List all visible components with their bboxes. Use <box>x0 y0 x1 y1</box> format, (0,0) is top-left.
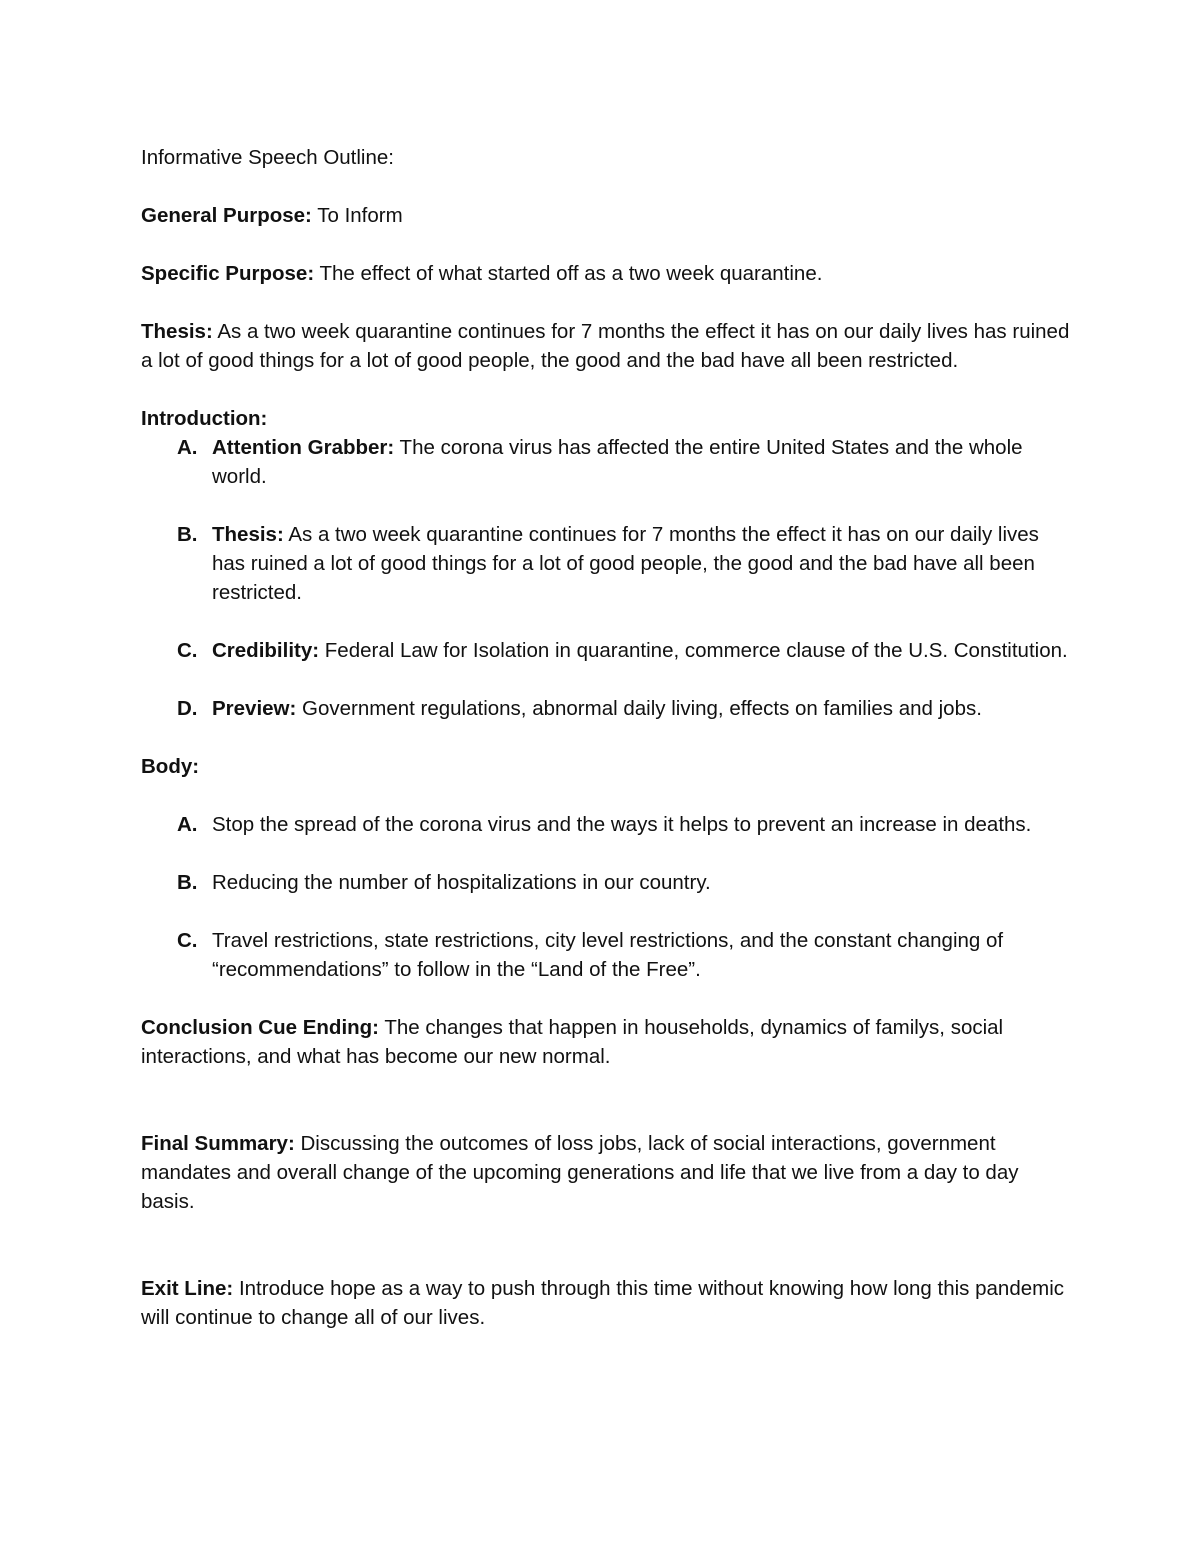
body-item-text: Travel restrictions, state restrictions, city level restrictions, and the constant changing of “recommendations” to follow in the “Land of the Free”. <box>212 929 1004 981</box>
list-letter: D. <box>177 697 198 720</box>
introduction-item-text: Federal Law for Isolation in quarantine, commerce clause of the U.S. Constitution. <box>319 639 1068 662</box>
title-text: Informative Speech Outline: <box>141 146 394 169</box>
introduction-item-text: The corona virus has affected the entire United States and the whole world. <box>212 436 1023 488</box>
body-item-text: Stop the spread of the corona virus and the ways it helps to prevent an increase in deaths. <box>212 813 1032 836</box>
final-summary <box>141 1129 1071 1216</box>
final-summary-text: Discussing the outcomes of loss jobs, lack of social interactions, government mandates and overall change of the upcoming generations and life that we live from a day to day basis. <box>141 1132 1019 1213</box>
body-list <box>141 810 1071 984</box>
introduction-item-label: Attention Grabber: <box>212 436 395 459</box>
introduction-item-label: Credibility: <box>212 639 320 662</box>
body-item-c <box>141 926 1071 984</box>
final-summary-label: Final Summary: <box>141 1132 295 1155</box>
conclusion-cue-text: The changes that happen in households, dynamics of familys, social interactions, and what has become our new normal. <box>141 1016 1004 1068</box>
introduction-item-label: Thesis: <box>212 523 284 546</box>
list-letter: C. <box>177 639 198 662</box>
specific-purpose-text: The effect of what started off as a two week quarantine. <box>314 262 823 285</box>
body-item-b <box>141 868 1071 897</box>
document-content <box>141 143 1071 1361</box>
exit-line-text: Introduce hope as a way to push through this time without knowing how long this pandemic will continue to change all of our lives. <box>141 1277 1065 1329</box>
conclusion-cue <box>141 1013 1071 1071</box>
introduction-item-b <box>141 520 1071 607</box>
list-letter: A. <box>177 813 198 836</box>
specific-purpose <box>141 259 1071 288</box>
thesis <box>141 317 1071 375</box>
introduction-heading-text: Introduction: <box>141 407 268 430</box>
body-heading <box>141 752 1071 781</box>
introduction-item-text: Government regulations, abnormal daily living, effects on families and jobs. <box>296 697 982 720</box>
introduction-heading <box>141 404 1071 433</box>
introduction-list <box>141 433 1071 723</box>
general-purpose <box>141 201 1071 230</box>
exit-line-label: Exit Line: <box>141 1277 234 1300</box>
introduction-item-text: As a two week quarantine continues for 7 months the effect it has on our daily lives has ruined a lot of good things for a lot of good people, the good and the bad have all been restricted. <box>212 523 1039 604</box>
introduction-item-a <box>141 433 1071 491</box>
list-letter: C. <box>177 929 198 952</box>
list-letter: A. <box>177 436 198 459</box>
conclusion-cue-label: Conclusion Cue Ending: <box>141 1016 380 1039</box>
introduction-item-label: Preview: <box>212 697 297 720</box>
body-item-a <box>141 810 1071 839</box>
list-letter: B. <box>177 871 198 894</box>
introduction-item-d <box>141 694 1071 723</box>
general-purpose-label: General Purpose: <box>141 204 312 227</box>
list-letter: B. <box>177 523 198 546</box>
exit-line <box>141 1274 1071 1332</box>
thesis-text: As a two week quarantine continues for 7 months the effect it has on our daily lives has ruined a lot of good things for a lot of good people, the good and the bad have all been restricted. <box>141 320 1070 372</box>
thesis-label: Thesis: <box>141 320 213 343</box>
document-title <box>141 143 1071 172</box>
specific-purpose-label: Specific Purpose: <box>141 262 315 285</box>
general-purpose-text: To Inform <box>311 204 403 227</box>
introduction-item-c <box>141 636 1071 665</box>
body-heading-text: Body: <box>141 755 200 778</box>
body-item-text: Reducing the number of hospitalizations in our country. <box>212 871 711 894</box>
